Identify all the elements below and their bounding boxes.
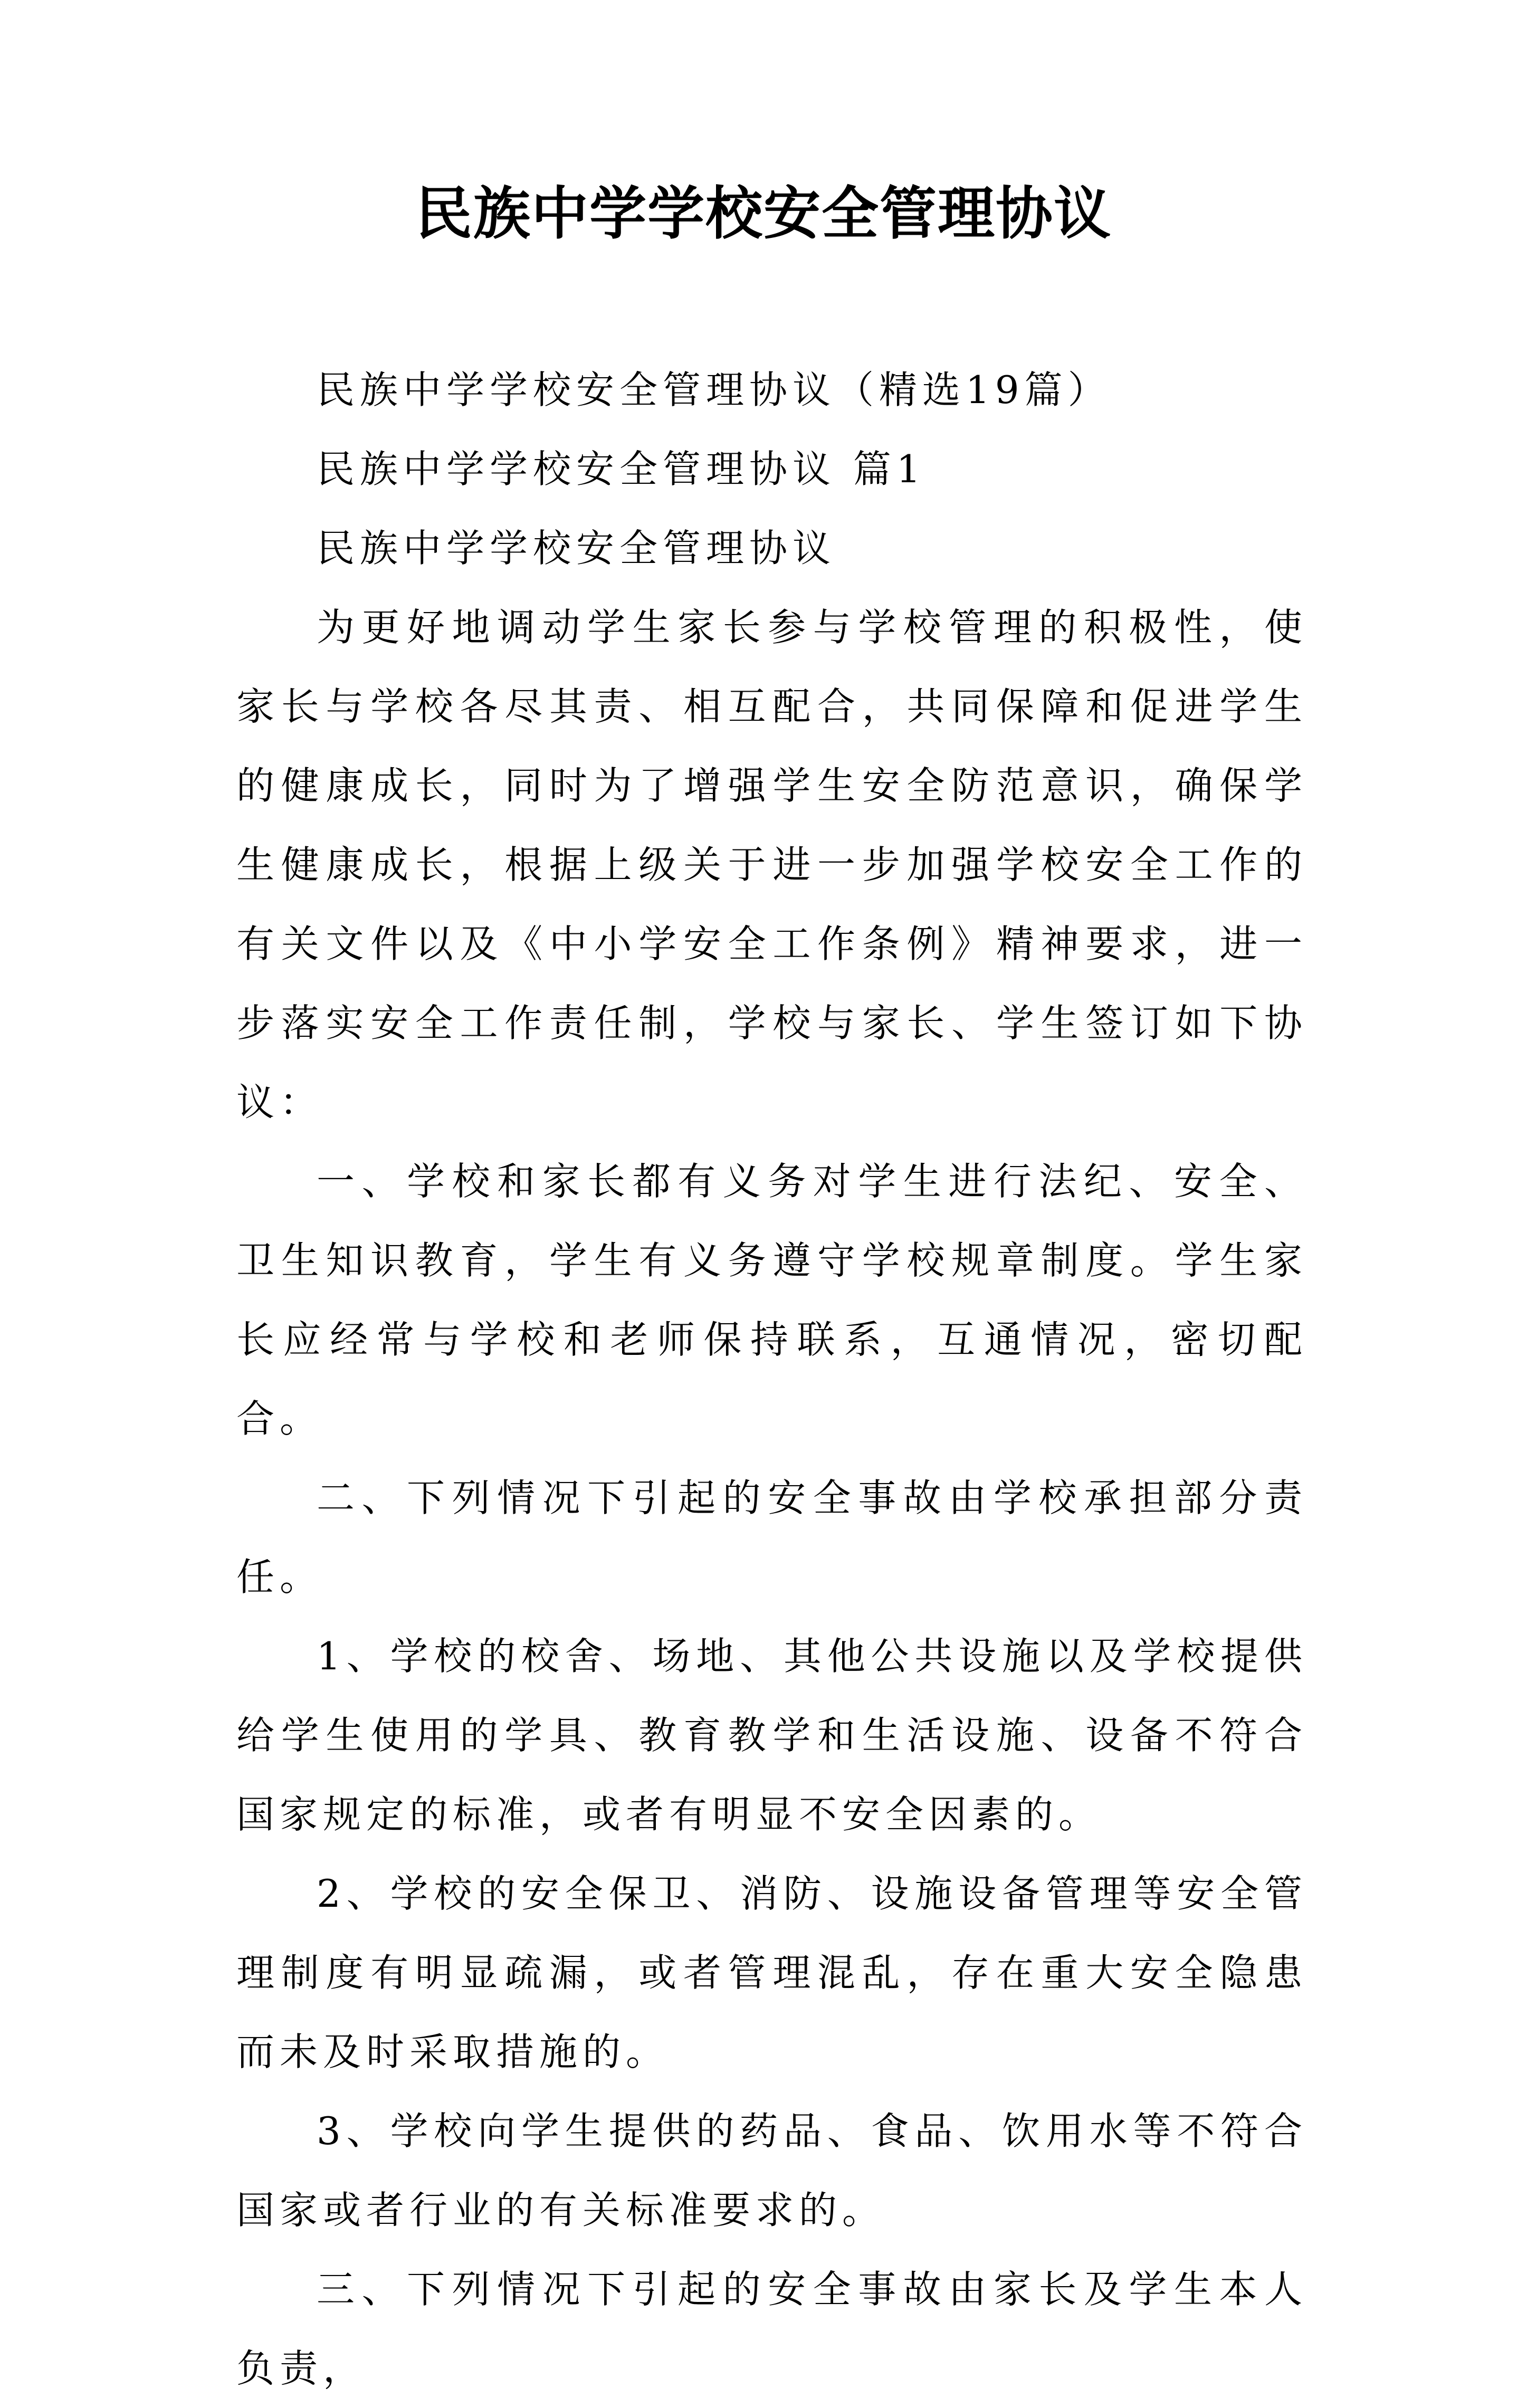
document-title: 民族中学学校安全管理协议	[415, 180, 1112, 247]
paragraph-preamble: 为更好地调动学生家长参与学校管理的积极性，使家长与学校各尽其责、相互配合，共同保障和促进学生的健康成长，同时为了增强学生安全防范意识，确保学生健康成长，根据上级关于进一步加强学校安全工作的有关文件以及《中小学安全工作条例》精神要求，进一步落实安全工作责任制，学校与家长、学生签订如下协议：	[236, 605, 1308, 1124]
paragraph-item-3: 3、学校向学生提供的药品、食品、饮用水等不符合国家或者行业的有关标准要求的。	[236, 2109, 1308, 2232]
paragraph-clause-3: 三、下列情况下引起的安全事故由家长及学生本人负责，	[236, 2267, 1308, 2391]
paragraph-clause-1: 一、学校和家长都有义务对学生进行法纪、安全、卫生知识教育，学生有义务遵守学校规章制度。学生家长应经常与学校和老师保持联系，互通情况，密切配合。	[236, 1159, 1308, 1441]
paragraph-item-1: 1、学校的校舍、场地、其他公共设施以及学校提供给学生使用的学具、教育教学和生活设施、设备不符合国家规定的标准，或者有明显不安全因素的。	[236, 1634, 1308, 1837]
document-body	[236, 350, 1308, 2408]
paragraph-section-heading: 民族中学学校安全管理协议 篇1	[317, 447, 926, 491]
paragraph-agreement-name: 民族中学学校安全管理协议	[317, 526, 836, 570]
paragraph-subtitle: 民族中学学校安全管理协议（精选19篇）	[317, 368, 1111, 412]
paragraph-item-2: 2、学校的安全保卫、消防、设施设备管理等安全管理制度有明显疏漏，或者管理混乱，存在重大安全隐患而未及时采取措施的。	[236, 1871, 1308, 2074]
paragraph-clause-2: 二、下列情况下引起的安全事故由学校承担部分责任。	[236, 1476, 1308, 1599]
